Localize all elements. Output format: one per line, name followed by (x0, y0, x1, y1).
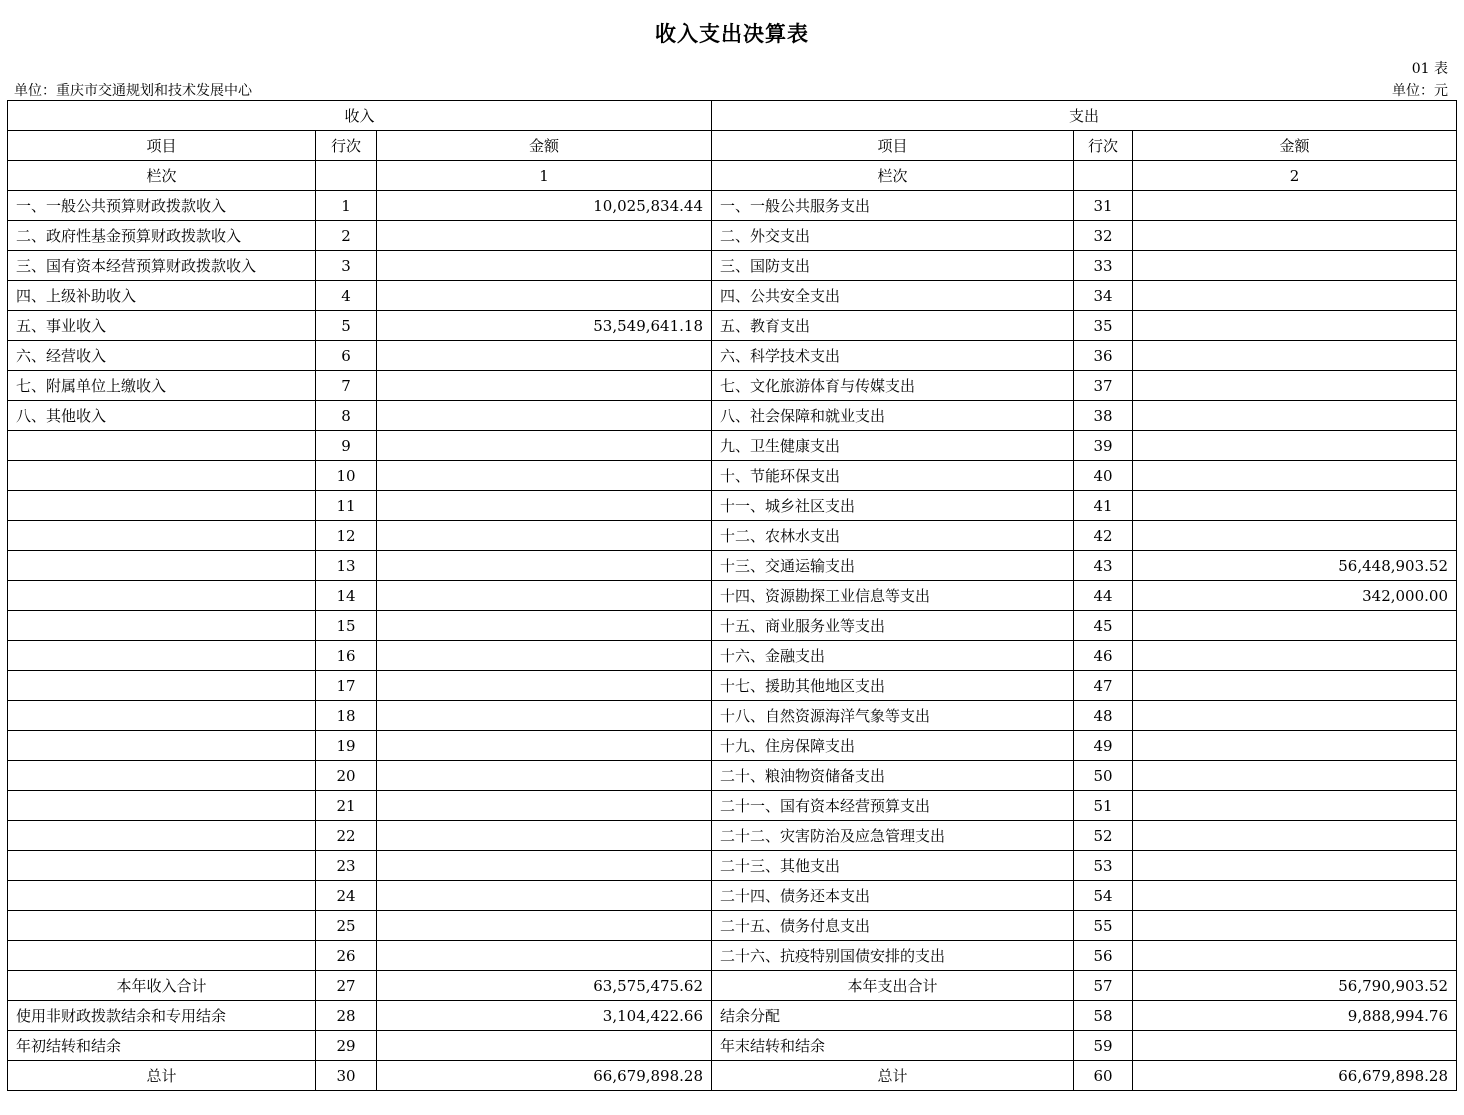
expense-line: 56 (1074, 941, 1133, 971)
income-amount: 66,679,898.28 (377, 1061, 712, 1091)
income-line: 19 (316, 731, 377, 761)
expense-line: 55 (1074, 911, 1133, 941)
expense-item: 六、科学技术支出 (712, 341, 1074, 371)
income-line: 30 (316, 1061, 377, 1091)
expense-line: 49 (1074, 731, 1133, 761)
income-line: 29 (316, 1031, 377, 1061)
expense-item: 十九、住房保障支出 (712, 731, 1074, 761)
income-item: 总计 (8, 1061, 316, 1091)
income-amount (377, 881, 712, 911)
income-item (8, 851, 316, 881)
income-line: 21 (316, 791, 377, 821)
expense-amount: 56,448,903.52 (1133, 551, 1457, 581)
table-row (8, 731, 1457, 761)
expense-line: 48 (1074, 701, 1133, 731)
expense-line: 38 (1074, 401, 1133, 431)
income-item (8, 791, 316, 821)
expense-amount (1133, 611, 1457, 641)
expense-item: 一、一般公共服务支出 (712, 191, 1074, 221)
income-amount (377, 491, 712, 521)
table-row (8, 221, 1457, 251)
income-item (8, 731, 316, 761)
table-row (8, 701, 1457, 731)
income-item (8, 461, 316, 491)
income-line: 16 (316, 641, 377, 671)
expense-amount (1133, 911, 1457, 941)
expense-line: 59 (1074, 1031, 1133, 1061)
income-item (8, 911, 316, 941)
expense-line: 37 (1074, 371, 1133, 401)
expense-item: 二十六、抗疫特别国债安排的支出 (712, 941, 1074, 971)
expense-amount (1133, 941, 1457, 971)
income-line: 13 (316, 551, 377, 581)
expense-line: 47 (1074, 671, 1133, 701)
expense-item: 十四、资源勘探工业信息等支出 (712, 581, 1074, 611)
income-line: 24 (316, 881, 377, 911)
expense-amount (1133, 191, 1457, 221)
income-amount: 63,575,475.62 (377, 971, 712, 1001)
expense-item: 十一、城乡社区支出 (712, 491, 1074, 521)
income-amount (377, 641, 712, 671)
section-header-row (8, 101, 1457, 131)
table-row (8, 461, 1457, 491)
expense-item: 本年支出合计 (712, 971, 1074, 1001)
expense-line: 50 (1074, 761, 1133, 791)
income-item (8, 941, 316, 971)
income-column-number: 1 (377, 161, 712, 191)
table-row (8, 821, 1457, 851)
table-row (8, 881, 1457, 911)
expense-line: 44 (1074, 581, 1133, 611)
income-item (8, 761, 316, 791)
expense-line: 31 (1074, 191, 1133, 221)
expense-item: 年末结转和结余 (712, 1031, 1074, 1061)
income-amount: 10,025,834.44 (377, 191, 712, 221)
income-line: 22 (316, 821, 377, 851)
expense-amount (1133, 401, 1457, 431)
expense-amount (1133, 761, 1457, 791)
income-item (8, 581, 316, 611)
expense-amount (1133, 281, 1457, 311)
income-amount (377, 791, 712, 821)
income-item: 三、国有资本经营预算财政拨款收入 (8, 251, 316, 281)
income-amount-header: 金额 (377, 131, 712, 161)
income-amount (377, 251, 712, 281)
expense-line: 39 (1074, 431, 1133, 461)
income-item (8, 551, 316, 581)
expense-amount (1133, 431, 1457, 461)
income-line: 12 (316, 521, 377, 551)
income-section-header: 收入 (8, 101, 712, 131)
table-row (8, 251, 1457, 281)
income-item (8, 671, 316, 701)
expense-amount (1133, 521, 1457, 551)
page-title: 收入支出决算表 (655, 22, 809, 46)
expense-item: 二十、粮油物资储备支出 (712, 761, 1074, 791)
income-amount (377, 341, 712, 371)
expense-item: 三、国防支出 (712, 251, 1074, 281)
expense-line-blank (1074, 161, 1133, 191)
income-amount (377, 551, 712, 581)
income-amount (377, 1031, 712, 1061)
expense-item: 十、节能环保支出 (712, 461, 1074, 491)
income-item (8, 701, 316, 731)
income-item (8, 491, 316, 521)
expense-amount (1133, 791, 1457, 821)
income-item-header: 项目 (8, 131, 316, 161)
expense-item-header: 项目 (712, 131, 1074, 161)
expense-item: 二十四、债务还本支出 (712, 881, 1074, 911)
expense-amount (1133, 821, 1457, 851)
expense-item: 十六、金融支出 (712, 641, 1074, 671)
expense-line: 46 (1074, 641, 1133, 671)
expense-item: 十二、农林水支出 (712, 521, 1074, 551)
income-item: 五、事业收入 (8, 311, 316, 341)
expense-line: 40 (1074, 461, 1133, 491)
table-row (8, 791, 1457, 821)
expense-amount (1133, 311, 1457, 341)
income-amount (377, 671, 712, 701)
income-amount (377, 521, 712, 551)
table-row (8, 581, 1457, 611)
expense-line: 45 (1074, 611, 1133, 641)
income-amount: 53,549,641.18 (377, 311, 712, 341)
expense-amount (1133, 701, 1457, 731)
income-row-label: 栏次 (8, 161, 316, 191)
expense-row-label: 栏次 (712, 161, 1074, 191)
income-item (8, 521, 316, 551)
expense-item: 五、教育支出 (712, 311, 1074, 341)
income-amount (377, 611, 712, 641)
expense-amount: 9,888,994.76 (1133, 1001, 1457, 1031)
expense-amount (1133, 1031, 1457, 1061)
expense-item: 九、卫生健康支出 (712, 431, 1074, 461)
income-amount (377, 371, 712, 401)
income-line: 27 (316, 971, 377, 1001)
expense-item: 十八、自然资源海洋气象等支出 (712, 701, 1074, 731)
income-amount: 3,104,422.66 (377, 1001, 712, 1031)
table-row (8, 521, 1457, 551)
expense-amount (1133, 641, 1457, 671)
expense-amount (1133, 491, 1457, 521)
expense-line: 34 (1074, 281, 1133, 311)
income-item (8, 641, 316, 671)
table-row (8, 311, 1457, 341)
expense-item: 十三、交通运输支出 (712, 551, 1074, 581)
table-row (8, 941, 1457, 971)
expense-item: 十七、援助其他地区支出 (712, 671, 1074, 701)
table-row (8, 911, 1457, 941)
income-line: 3 (316, 251, 377, 281)
income-item (8, 881, 316, 911)
income-line: 17 (316, 671, 377, 701)
expense-line: 41 (1074, 491, 1133, 521)
expense-amount (1133, 371, 1457, 401)
column-number-row (8, 161, 1457, 191)
expense-line: 33 (1074, 251, 1133, 281)
table-row (8, 341, 1457, 371)
table-row (8, 191, 1457, 221)
income-amount (377, 461, 712, 491)
expense-line: 35 (1074, 311, 1133, 341)
table-row (8, 281, 1457, 311)
table-row (8, 1001, 1457, 1031)
expense-section-header: 支出 (712, 101, 1457, 131)
expense-amount (1133, 731, 1457, 761)
expense-item: 二、外交支出 (712, 221, 1074, 251)
expense-line: 36 (1074, 341, 1133, 371)
income-amount (377, 401, 712, 431)
income-amount (377, 821, 712, 851)
expense-line: 60 (1074, 1061, 1133, 1091)
expense-item: 二十二、灾害防治及应急管理支出 (712, 821, 1074, 851)
income-amount (377, 761, 712, 791)
income-item: 本年收入合计 (8, 971, 316, 1001)
expense-item: 十五、商业服务业等支出 (712, 611, 1074, 641)
expense-column-number: 2 (1133, 161, 1457, 191)
expense-amount (1133, 461, 1457, 491)
expense-amount (1133, 251, 1457, 281)
income-line-header: 行次 (316, 131, 377, 161)
table-row (8, 641, 1457, 671)
income-line: 25 (316, 911, 377, 941)
expense-line: 57 (1074, 971, 1133, 1001)
table-row (8, 1031, 1457, 1061)
income-line: 10 (316, 461, 377, 491)
income-amount (377, 911, 712, 941)
expense-line: 58 (1074, 1001, 1133, 1031)
income-item (8, 821, 316, 851)
expense-line: 52 (1074, 821, 1133, 851)
income-amount (377, 221, 712, 251)
income-amount (377, 281, 712, 311)
income-line: 7 (316, 371, 377, 401)
expense-item: 二十一、国有资本经营预算支出 (712, 791, 1074, 821)
expense-item: 四、公共安全支出 (712, 281, 1074, 311)
reporting-unit: 单位：重庆市交通规划和技术发展中心 (14, 83, 252, 99)
income-item: 年初结转和结余 (8, 1031, 316, 1061)
income-line: 11 (316, 491, 377, 521)
table-row (8, 611, 1457, 641)
income-line: 4 (316, 281, 377, 311)
income-line: 6 (316, 341, 377, 371)
income-line: 23 (316, 851, 377, 881)
income-item (8, 431, 316, 461)
expense-amount: 342,000.00 (1133, 581, 1457, 611)
expense-amount-header: 金额 (1133, 131, 1457, 161)
expense-item: 二十五、债务付息支出 (712, 911, 1074, 941)
expense-amount: 56,790,903.52 (1133, 971, 1457, 1001)
expense-line: 53 (1074, 851, 1133, 881)
expense-item: 结余分配 (712, 1001, 1074, 1031)
expense-item: 八、社会保障和就业支出 (712, 401, 1074, 431)
expense-item: 二十三、其他支出 (712, 851, 1074, 881)
table-row (8, 671, 1457, 701)
expense-item: 七、文化旅游体育与传媒支出 (712, 371, 1074, 401)
table-row (8, 371, 1457, 401)
income-expense-table (7, 100, 1457, 1091)
expense-amount (1133, 851, 1457, 881)
income-amount (377, 941, 712, 971)
income-amount (377, 731, 712, 761)
income-line: 14 (316, 581, 377, 611)
form-number: 01 表 (1411, 61, 1448, 77)
income-amount (377, 431, 712, 461)
table-row (8, 971, 1457, 1001)
expense-line-header: 行次 (1074, 131, 1133, 161)
income-line: 9 (316, 431, 377, 461)
income-item: 二、政府性基金预算财政拨款收入 (8, 221, 316, 251)
income-amount (377, 851, 712, 881)
income-item (8, 611, 316, 641)
income-line: 28 (316, 1001, 377, 1031)
income-item: 八、其他收入 (8, 401, 316, 431)
table-row (8, 401, 1457, 431)
table-row (8, 761, 1457, 791)
income-line: 8 (316, 401, 377, 431)
expense-item: 总计 (712, 1061, 1074, 1091)
income-item: 七、附属单位上缴收入 (8, 371, 316, 401)
currency-unit: 单位：元 (1392, 83, 1448, 99)
income-line: 26 (316, 941, 377, 971)
expense-amount (1133, 881, 1457, 911)
income-item: 四、上级补助收入 (8, 281, 316, 311)
table-row (8, 551, 1457, 581)
income-item: 一、一般公共预算财政拨款收入 (8, 191, 316, 221)
expense-line: 32 (1074, 221, 1133, 251)
expense-line: 42 (1074, 521, 1133, 551)
income-line: 1 (316, 191, 377, 221)
income-amount (377, 581, 712, 611)
income-line: 20 (316, 761, 377, 791)
income-item: 使用非财政拨款结余和专用结余 (8, 1001, 316, 1031)
income-line: 15 (316, 611, 377, 641)
expense-line: 51 (1074, 791, 1133, 821)
income-amount (377, 701, 712, 731)
income-line: 18 (316, 701, 377, 731)
expense-line: 43 (1074, 551, 1133, 581)
table-row (8, 1061, 1457, 1091)
expense-amount: 66,679,898.28 (1133, 1061, 1457, 1091)
table-row (8, 491, 1457, 521)
expense-line: 54 (1074, 881, 1133, 911)
table-row (8, 851, 1457, 881)
expense-amount (1133, 671, 1457, 701)
income-line: 2 (316, 221, 377, 251)
income-line-blank (316, 161, 377, 191)
expense-amount (1133, 341, 1457, 371)
income-item: 六、经营收入 (8, 341, 316, 371)
column-header-row (8, 131, 1457, 161)
expense-amount (1133, 221, 1457, 251)
income-line: 5 (316, 311, 377, 341)
table-row (8, 431, 1457, 461)
